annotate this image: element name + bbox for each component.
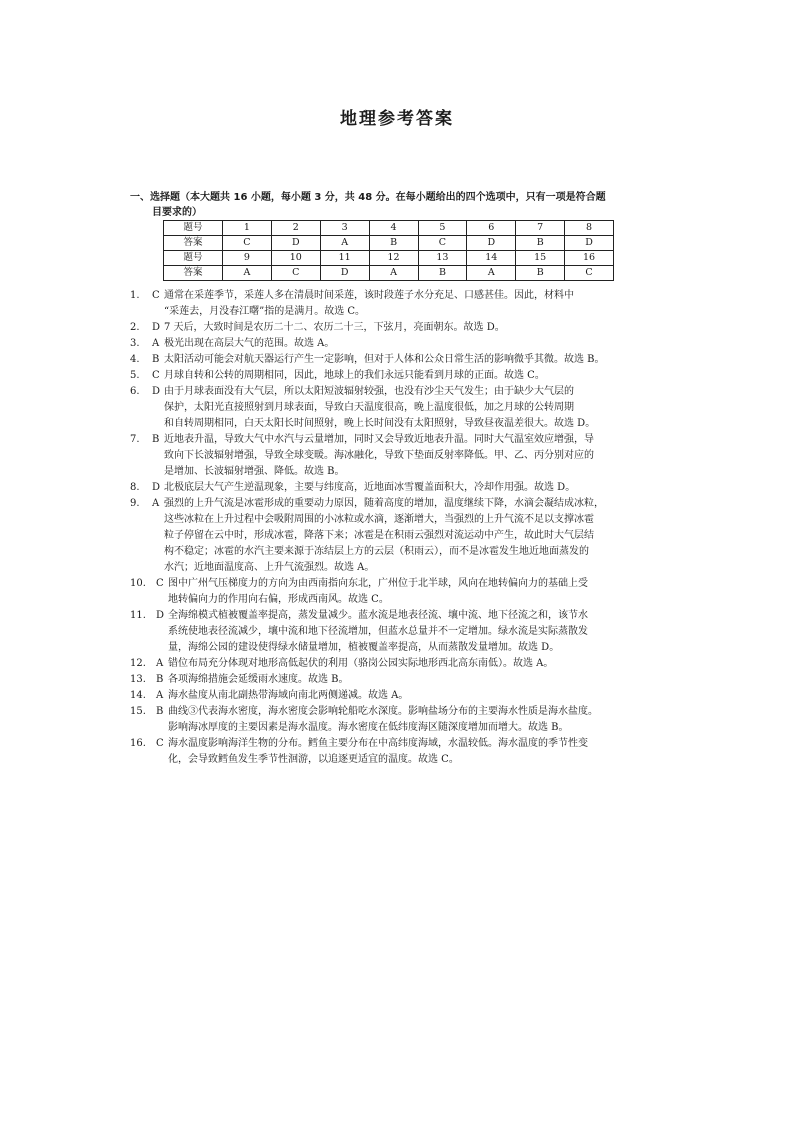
answer-table-row-header: 答案: [164, 266, 223, 281]
explanation-item: [130, 336, 670, 352]
answer-table-number-row: [164, 251, 614, 266]
answer-table-cell: B: [516, 236, 565, 251]
explanation-answer: A: [156, 658, 164, 669]
page-title: 地理参考答案: [340, 109, 454, 129]
explanation-line: “采莲去，月没春江曙”指的是满月。故选 C。: [164, 306, 366, 317]
explanation-number: 6.: [130, 386, 140, 397]
answer-table-cell: B: [418, 266, 467, 281]
explanation-line: 北极底层大气产生逆温现象，主要与纬度高，近地面冰雪覆盖面积大，冷却作用强。故选 D。: [164, 482, 576, 493]
explanation-line: 保护，太阳光直接照射到月球表面，导致白天温度很高，晚上温度很低，加之月球的公转周期: [164, 402, 574, 413]
explanations-list: [130, 288, 670, 768]
answer-table-cell: C: [565, 266, 614, 281]
explanation-number: 14.: [130, 690, 146, 701]
explanation-item: [130, 368, 670, 384]
answer-table-cell: 11: [320, 251, 369, 266]
explanation-item: [130, 608, 670, 656]
answer-table-cell: D: [565, 236, 614, 251]
answer-table-row-header: 题号: [164, 251, 223, 266]
explanation-item: [130, 704, 670, 736]
explanation-line: 影响海冰厚度的主要因素是海水温度。海水密度在低纬度海区随深度增加而增大。故选 B。: [168, 722, 569, 733]
explanation-item: [130, 576, 670, 608]
explanation-item: [130, 688, 670, 704]
explanation-number: 2.: [130, 322, 140, 333]
section-heading: [130, 190, 670, 220]
answer-table-cell: D: [320, 266, 369, 281]
answer-table-cell: 2: [271, 221, 320, 236]
explanation-text: [164, 432, 670, 480]
explanation-line: 全海绵模式植被覆盖率提高，蒸发量减少。蓝水流是地表径流、壤中流、地下径流之和，该节水: [168, 610, 588, 621]
explanation-number: 9.: [130, 498, 140, 509]
answer-table-cell: B: [369, 236, 418, 251]
explanation-line: 地转偏向力的作用向右偏，形成西南风。故选 C。: [168, 594, 389, 605]
answer-table-row-header: 题号: [164, 221, 223, 236]
explanation-number: 15.: [130, 706, 146, 717]
explanation-line: 7 天后，大致时间是农历二十二、农历二十三，下弦月，亮面朝东。故选 D。: [164, 322, 505, 333]
explanation-number: 3.: [130, 338, 140, 349]
answer-table-number-row: [164, 221, 614, 236]
explanation-item: [130, 672, 670, 688]
explanation-item: [130, 656, 670, 672]
explanation-line: 各项海绵措施会延缓雨水速度。故选 B。: [168, 674, 349, 685]
section-heading-line-1: 一、选择题（本大题共 16 小题，每小题 3 分，共 48 分。在每小题给出的四个选项中，只有一项是符合题: [130, 192, 606, 203]
answer-table: [163, 220, 614, 281]
answer-table-answer-row: [164, 266, 614, 281]
explanation-line: 构不稳定；冰雹的水汽主要来源于冻结层上方的云层（积雨云），而不是冰雹发生地近地面蒸发的: [164, 546, 589, 557]
explanation-number: 4.: [130, 354, 140, 365]
explanation-item: [130, 352, 670, 368]
answer-table-cell: C: [223, 236, 272, 251]
explanation-line: 海水温度影响海洋生物的分布。鳕鱼主要分布在中高纬度海域，水温较低。海水温度的季节性变: [168, 738, 588, 749]
explanation-number: 13.: [130, 674, 146, 685]
explanation-number: 10.: [130, 578, 146, 589]
answer-table-cell: 5: [418, 221, 467, 236]
explanation-number: 1.: [130, 290, 140, 301]
answer-table-cell: 12: [369, 251, 418, 266]
explanation-line: 由于月球表面没有大气层，所以太阳短波辐射较强，也没有沙尘天气发生；由于缺少大气层的: [164, 386, 574, 397]
explanation-answer: B: [152, 434, 160, 445]
answer-table-cell: D: [467, 236, 516, 251]
explanation-line: 通常在采莲季节，采莲人多在清晨时间采莲，该时段莲子水分充足、口感甚佳。因此，材料中: [164, 290, 574, 301]
explanation-text: [168, 608, 670, 656]
section-heading-line-2: 目要求的）: [152, 207, 202, 218]
explanation-answer: B: [156, 674, 164, 685]
answer-table-cell: D: [271, 236, 320, 251]
explanation-answer: A: [152, 498, 160, 509]
explanation-answer: C: [152, 290, 160, 301]
explanation-number: 8.: [130, 482, 140, 493]
explanation-line: 这些冰粒在上升过程中会吸附周围的小冰粒或水滴，逐渐增大，当强烈的上升气流不足以支撑冰雹: [164, 514, 594, 525]
explanation-line: 系统使地表径流减少，壤中流和地下径流增加，但蓝水总量并不一定增加。绿水流是实际蒸散发: [168, 626, 588, 637]
explanation-answer: B: [156, 706, 164, 717]
explanation-answer: A: [152, 338, 160, 349]
answer-table-cell: 9: [223, 251, 272, 266]
answer-table-answer-row: [164, 236, 614, 251]
explanation-answer: C: [156, 578, 164, 589]
explanation-number: 16.: [130, 738, 146, 749]
explanation-number: 7.: [130, 434, 140, 445]
explanation-number: 12.: [130, 658, 146, 669]
answer-table-cell: C: [271, 266, 320, 281]
explanation-text: [164, 320, 670, 336]
explanation-answer: C: [152, 370, 160, 381]
explanation-answer: B: [152, 354, 160, 365]
explanation-line: 太阳活动可能会对航天器运行产生一定影响，但对于人体和公众日常生活的影响微乎其微。故选 B。: [164, 354, 605, 365]
explanation-line: 曲线③代表海水密度，海水密度会影响轮船吃水深度。影响盐场分布的主要海水性质是海水盐度。: [168, 706, 598, 717]
answer-table-cell: 8: [565, 221, 614, 236]
explanation-text: [168, 656, 670, 672]
answer-table-cell: A: [320, 236, 369, 251]
answer-table-cell: 13: [418, 251, 467, 266]
explanation-line: 月球自转和公转的周期相同，因此，地球上的我们永远只能看到月球的正面。故选 C。: [164, 370, 545, 381]
explanation-line: 粒子停留在云中时，形成冰雹，降落下来；冰雹是在积雨云强烈对流运动中产生，故此时大气层结: [164, 530, 594, 541]
answer-table-cell: 7: [516, 221, 565, 236]
explanation-text: [168, 688, 670, 704]
explanation-line: 是增加、长波辐射增强、降低。故选 B。: [164, 466, 345, 477]
explanation-item: [130, 320, 670, 336]
answer-table-cell: B: [516, 266, 565, 281]
answer-table-cell: 6: [467, 221, 516, 236]
explanation-text: [168, 672, 670, 688]
answer-table-cell: A: [467, 266, 516, 281]
explanation-answer: D: [152, 322, 161, 333]
explanation-text: [164, 352, 670, 368]
answer-table-cell: A: [369, 266, 418, 281]
explanation-item: [130, 736, 670, 768]
answer-table-cell: 3: [320, 221, 369, 236]
explanation-item: [130, 432, 670, 480]
answer-table-cell: 15: [516, 251, 565, 266]
explanation-text: [164, 336, 670, 352]
explanation-answer: A: [156, 690, 164, 701]
explanation-line: 海水盐度从南北副热带海域向南北两侧递减。故选 A。: [168, 690, 409, 701]
explanation-item: [130, 288, 670, 320]
answer-table-row-header: 答案: [164, 236, 223, 251]
explanation-item: [130, 480, 670, 496]
answer-table-cell: 1: [223, 221, 272, 236]
explanation-item: [130, 384, 670, 432]
explanation-number: 11.: [130, 610, 146, 621]
answer-table-cell: C: [418, 236, 467, 251]
explanation-text: [164, 496, 670, 576]
explanation-number: 5.: [130, 370, 140, 381]
answer-table-cell: 14: [467, 251, 516, 266]
explanation-line: 错位布局充分体现对地形高低起伏的利用（骆岗公园实际地形西北高东南低）。故选 A。: [168, 658, 554, 669]
explanation-text: [168, 704, 670, 736]
explanation-line: 近地表升温，导致大气中水汽与云量增加，同时又会导致近地表升温。同时大气温室效应增强，导: [164, 434, 594, 445]
explanation-line: 化，会导致鳕鱼发生季节性洄游，以追逐更适宜的温度。故选 C。: [168, 754, 459, 765]
explanation-answer: D: [152, 482, 161, 493]
explanation-text: [168, 576, 670, 608]
explanation-text: [164, 288, 670, 320]
explanation-item: [130, 496, 670, 576]
answer-table-cell: 16: [565, 251, 614, 266]
explanation-text: [168, 736, 670, 768]
explanation-line: 极光出现在高层大气的范围。故选 A。: [164, 338, 335, 349]
explanation-text: [164, 384, 670, 432]
explanation-line: 致向下长波辐射增强，导致全球变暖。海冰融化，导致下垫面反射率降低。甲、乙、丙分别对应的: [164, 450, 594, 461]
explanation-answer: D: [156, 610, 165, 621]
answer-table-cell: 10: [271, 251, 320, 266]
explanation-line: 和自转周期相同，白天太阳长时间照射，晚上长时间没有太阳照射，导致昼夜温差很大。故选 D。: [164, 418, 596, 429]
answer-table-cell: A: [223, 266, 272, 281]
explanation-text: [164, 368, 670, 384]
explanation-text: [164, 480, 670, 496]
answer-table-cell: 4: [369, 221, 418, 236]
explanation-answer: D: [152, 386, 161, 397]
explanation-line: 强烈的上升气流是冰雹形成的重要动力原因，随着高度的增加，温度继续下降，水滴会凝结成冰粒，: [164, 498, 604, 509]
explanation-answer: C: [156, 738, 164, 749]
explanation-line: 图中广州气压梯度力的方向为由西南指向东北，广州位于北半球，风向在地转偏向力的基础上受: [168, 578, 588, 589]
explanation-line: 水汽；近地面温度高、上升气流强烈。故选 A。: [164, 562, 375, 573]
explanation-line: 量，海绵公园的建设使得绿水储量增加，植被覆盖率提高，从而蒸散发量增加。故选 D。: [168, 642, 560, 653]
